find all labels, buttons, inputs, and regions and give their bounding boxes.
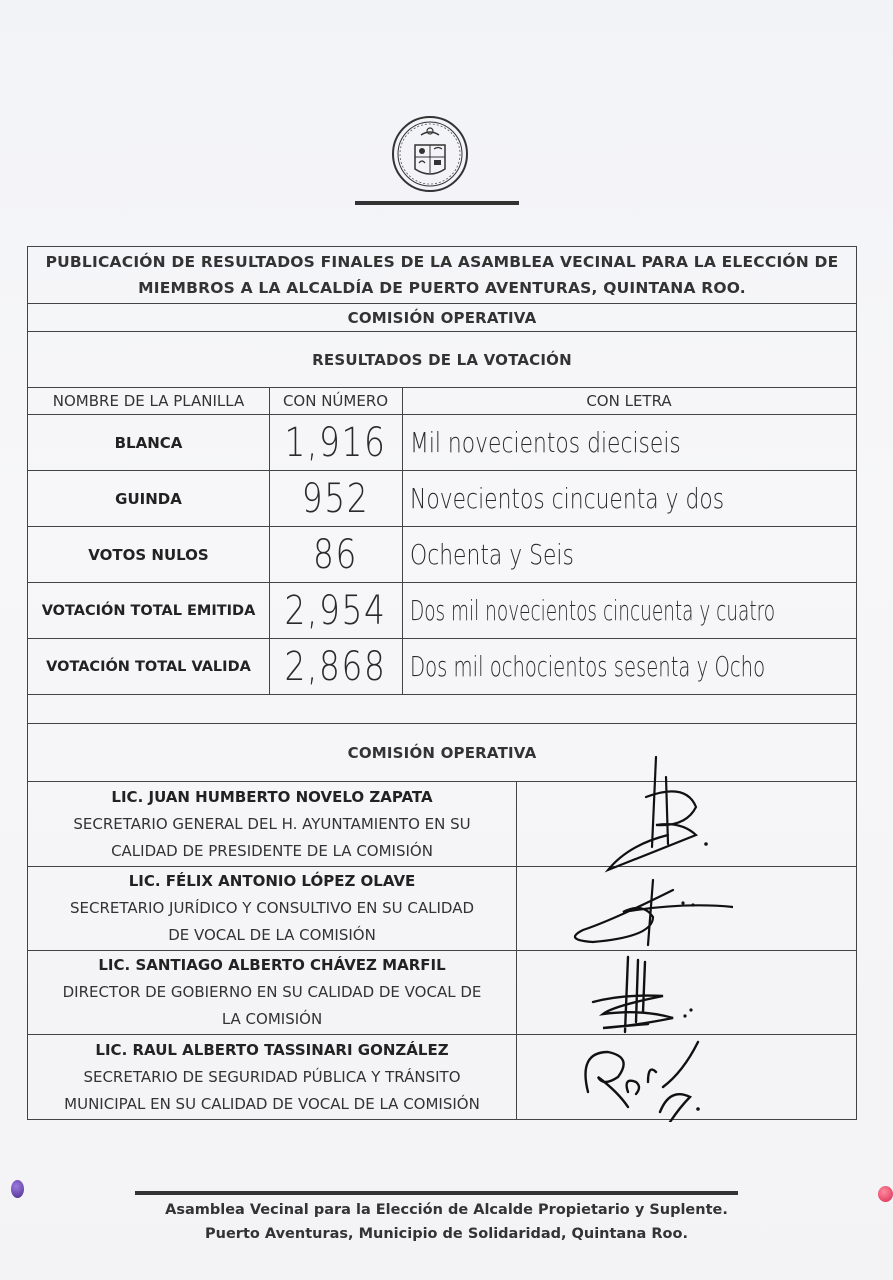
row-number: 952 [301,475,370,522]
row-words: Mil novecientos dieciseis [410,426,681,459]
table-row [28,583,856,639]
results-table-header [28,388,856,415]
column-header-number: CON NÚMERO [282,392,389,410]
member-info [28,1035,516,1119]
table-row [28,639,856,695]
row-words: Dos mil novecientos cincuenta y cuatro [410,594,776,627]
row-number: 2,954 [284,587,387,634]
row-words: Dos mil ochocientos sesenta y Ocho [410,650,766,683]
table-row [28,527,856,583]
commission-heading [28,304,856,332]
seal-underline [355,201,519,205]
member-row [28,1035,856,1119]
member-name: LIC. SANTIAGO ALBERTO CHÁVEZ MARFIL [98,956,446,974]
document-title [28,247,856,304]
row-number: 86 [312,531,359,578]
member-name: LIC. RAUL ALBERTO TASSINARI GONZÁLEZ [95,1040,449,1059]
commission-heading-text: COMISIÓN OPERATIVA [347,308,537,327]
member-role: DIRECTOR DE GOBIERNO EN SU CALIDAD DE VOCAL DE [62,983,482,1001]
column-header-name: NOMBRE DE LA PLANILLA [52,392,245,410]
member-role: SECRETARIO GENERAL DEL H. AYUNTAMIENTO EN SU [73,814,471,833]
title-line-2: MIEMBROS A LA ALCALDÍA DE PUERTO AVENTURAS, QUINTANA ROO. [138,279,746,297]
member-name: LIC. JUAN HUMBERTO NOVELO ZAPATA [111,787,433,806]
results-heading-text: RESULTADOS DE LA VOTACIÓN [312,350,572,369]
row-label: BLANCA [114,433,183,452]
member-name: LIC. FÉLIX ANTONIO LÓPEZ OLAVE [128,872,416,890]
push-pin-icon [11,1180,24,1198]
row-label: VOTOS NULOS [88,545,209,564]
footer [100,1198,793,1246]
title-line-1: PUBLICACIÓN DE RESULTADOS FINALES DE LA ASAMBLEA VECINAL PARA LA ELECCIÓN DE [45,253,839,271]
results-heading [28,332,856,388]
table-row [28,471,856,527]
member-row [28,951,856,1035]
member-role: SECRETARIO JURÍDICO Y CONSULTIVO EN SU CALIDAD [69,899,475,917]
member-role: CALIDAD DE PRESIDENTE DE LA COMISIÓN [111,841,433,860]
member-role: SECRETARIO DE SEGURIDAD PÚBLICA Y TRÁNSITO [83,1067,461,1086]
row-number: 2,868 [284,643,387,690]
row-words: Novecientos cincuenta y dos [410,482,725,515]
municipal-seal-icon [391,115,469,193]
footer-line-1: Asamblea Vecinal para la Elección de Alcalde Propietario y Suplente. [165,1202,728,1218]
results-sheet [27,246,857,1120]
row-number: 1,916 [284,419,387,466]
signature-icon [553,875,733,955]
row-label: VOTACIÓN TOTAL VALIDA [46,658,251,675]
member-info [28,951,516,1034]
member-role: DE VOCAL DE LA COMISIÓN [168,926,376,944]
row-label: GUINDA [115,489,182,508]
footer-line-2: Puerto Aventuras, Municipio de Solidaridad, Quintana Roo. [205,1226,688,1242]
row-words: Ochenta y Seis [410,538,574,571]
member-info [28,782,516,866]
column-header-words: CON LETRA [586,392,672,410]
footer-rule [135,1191,738,1195]
member-info [28,867,516,950]
signature-icon [563,952,713,1042]
member-role: LA COMISIÓN [221,1010,323,1028]
push-pin-icon [878,1186,893,1202]
spacer-row [28,695,856,724]
signature-icon [548,1037,718,1122]
commission-section-title-text: COMISIÓN OPERATIVA [347,743,537,762]
member-role: MUNICIPAL EN SU CALIDAD DE VOCAL DE LA COMISIÓN [64,1094,480,1113]
signature-icon [588,752,738,882]
table-row [28,415,856,471]
row-label: VOTACIÓN TOTAL EMITIDA [41,602,256,619]
